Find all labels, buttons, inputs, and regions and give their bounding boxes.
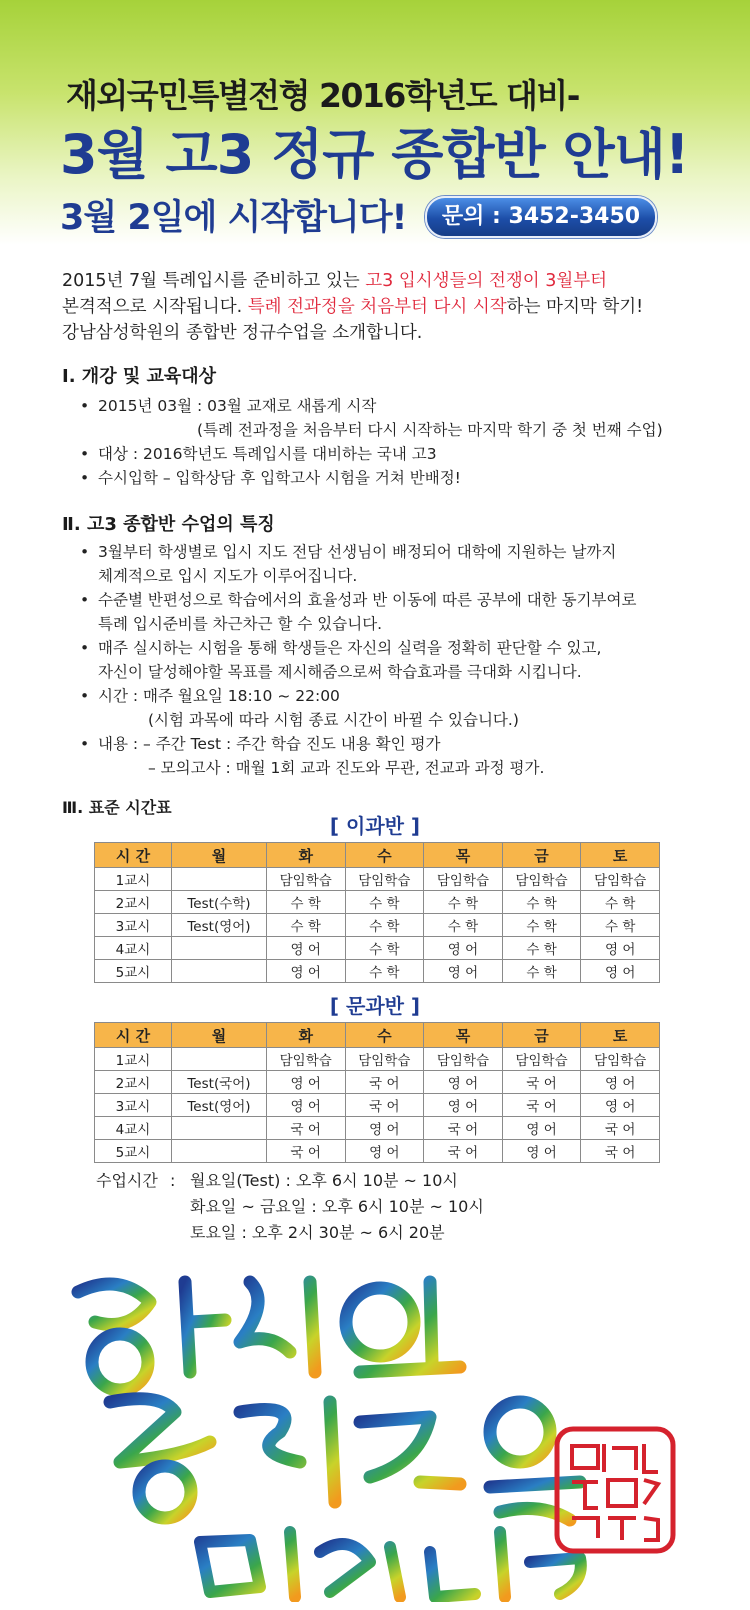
bullet-dot: • [80, 543, 90, 561]
table-row [95, 960, 660, 983]
intro-text: 2015년 7월 특례입시를 준비하고 있는 [62, 271, 366, 291]
subject-cell: 담임학습 [502, 1048, 581, 1071]
subject-cell: 수 학 [345, 891, 424, 914]
page-title: 3월 고3 정규 종합반 안내! [60, 123, 689, 186]
bullet-dot: • [80, 445, 90, 463]
period-cell: 2교시 [95, 891, 172, 914]
subject-cell: 담임학습 [266, 1048, 345, 1071]
bullet-text: 대상 : 2016학년도 특례입시를 대비하는 국내 고3 [98, 445, 437, 463]
subject-cell: Test(수학) [172, 891, 267, 914]
col-header: 수 [345, 1023, 424, 1048]
table-row [95, 1140, 660, 1163]
subject-cell: 담임학습 [424, 868, 503, 891]
period-cell: 1교시 [95, 1048, 172, 1071]
table-row [95, 1071, 660, 1094]
col-header: 수 [345, 843, 424, 868]
col-header: 월 [172, 843, 267, 868]
subject-cell: 영 어 [266, 937, 345, 960]
col-header: 토 [581, 1023, 660, 1048]
science-class-title: [ 이과반 ] [329, 814, 421, 838]
subject-cell: Test(국어) [172, 1071, 267, 1094]
bullet-item [80, 394, 376, 418]
subject-cell: 영 어 [424, 960, 503, 983]
col-header: 금 [502, 1023, 581, 1048]
class-hours-line: 토요일 : 오후 2시 30분 ~ 6시 20분 [190, 1223, 445, 1242]
liberal-class-title: [ 문과반 ] [329, 994, 421, 1018]
bullet-dot: • [80, 735, 90, 753]
subject-cell: 영 어 [345, 1117, 424, 1140]
bullet-text: 2015년 03월 : 03월 교재로 새롭게 시작 [98, 397, 377, 415]
col-header: 목 [424, 843, 503, 868]
subject-cell: 영 어 [345, 1140, 424, 1163]
bullet-item [80, 540, 616, 564]
period-cell: 3교시 [95, 1094, 172, 1117]
calligraphy-line-1 [78, 1282, 460, 1390]
bullet-subtext: – 모의고사 : 매월 1회 교과 진도와 무관, 전교과 과정 평가. [148, 759, 545, 777]
bullet-text: 시간 : 매주 월요일 18:10 ~ 22:00 [98, 687, 340, 705]
subject-cell: 수 학 [424, 914, 503, 937]
subject-cell: 수 학 [266, 914, 345, 937]
subject-cell: 국 어 [345, 1071, 424, 1094]
subject-cell: 수 학 [502, 914, 581, 937]
period-cell: 5교시 [95, 960, 172, 983]
intro-paragraph [62, 268, 722, 346]
intro-highlight: 특례 전과정을 처음부터 다시 시작 [247, 297, 507, 317]
col-header: 시 간 [95, 1023, 172, 1048]
subject-cell: 담임학습 [581, 868, 660, 891]
subject-cell: 수 학 [581, 914, 660, 937]
table-row [95, 891, 660, 914]
table-row [95, 1094, 660, 1117]
bullet-item [80, 466, 461, 490]
subject-cell: 영 어 [266, 1094, 345, 1117]
bullet-dot: • [80, 639, 90, 657]
subject-cell: 수 학 [502, 891, 581, 914]
subject-cell: 영 어 [502, 1140, 581, 1163]
intro-line-2 [62, 294, 722, 320]
subject-cell: 영 어 [266, 1071, 345, 1094]
class-hours-line: 화요일 ~ 금요일 : 오후 6시 10분 ~ 10시 [190, 1197, 484, 1216]
subject-cell [172, 960, 267, 983]
subject-cell: 국 어 [581, 1140, 660, 1163]
intro-highlight: 고3 입시생들의 전쟁이 3월부터 [365, 271, 608, 291]
school-seal-stamp [552, 1424, 678, 1556]
subject-cell: 영 어 [266, 960, 345, 983]
subject-cell: Test(영어) [172, 1094, 267, 1117]
subject-cell [172, 1117, 267, 1140]
subject-cell: 영 어 [581, 937, 660, 960]
bullet-item [80, 588, 636, 612]
subject-cell: 국 어 [345, 1094, 424, 1117]
bullet-item [80, 442, 437, 466]
subject-cell: 담임학습 [345, 868, 424, 891]
subject-cell: 담임학습 [266, 868, 345, 891]
period-cell: 4교시 [95, 937, 172, 960]
bullet-subtext: (시험 과목에 따라 시험 종료 시간이 바뀔 수 있습니다.) [148, 711, 519, 729]
col-header: 목 [424, 1023, 503, 1048]
intro-line-3: 강남삼성학원의 종합반 정규수업을 소개합니다. [62, 323, 423, 343]
bullet-dot: • [80, 687, 90, 705]
bullet-subtext: 체계적으로 입시 지도가 이루어집니다. [98, 567, 358, 585]
header-subtitle: 재외국민특별전형 2016학년도 대비- [66, 76, 579, 115]
section-1-title: Ⅰ. 개강 및 교육대상 [62, 366, 217, 387]
bullet-item [80, 732, 440, 756]
calligraphy-line-2 [110, 1399, 580, 1520]
bullet-text: 매주 실시하는 시험을 통해 학생들은 자신의 실력을 정확히 판단할 수 있고, [98, 639, 602, 657]
subject-cell: 영 어 [581, 1071, 660, 1094]
col-header: 금 [502, 843, 581, 868]
table-row [95, 1048, 660, 1071]
period-cell: 5교시 [95, 1140, 172, 1163]
bullet-dot: • [80, 469, 90, 487]
subject-cell: 영 어 [424, 937, 503, 960]
subject-cell: 수 학 [581, 891, 660, 914]
class-hours-label: 수업시간 [96, 1171, 158, 1190]
table-row [95, 937, 660, 960]
subject-cell: 국 어 [424, 1117, 503, 1140]
section-3-title: Ⅲ. 표준 시간표 [62, 798, 172, 817]
subject-cell: 담임학습 [581, 1048, 660, 1071]
intro-text: 하는 마지막 학기! [506, 297, 644, 317]
subject-cell: 담임학습 [424, 1048, 503, 1071]
class-hours-line: 월요일(Test) : 오후 6시 10분 ~ 10시 [190, 1171, 458, 1190]
period-cell: 4교시 [95, 1117, 172, 1140]
bullet-dot: • [80, 397, 90, 415]
subject-cell: 수 학 [345, 937, 424, 960]
subject-cell: 담임학습 [345, 1048, 424, 1071]
start-date-text: 3월 2일에 시작합니다! [60, 198, 407, 238]
subject-cell: 수 학 [266, 891, 345, 914]
subject-cell: 영 어 [424, 1094, 503, 1117]
bullet-subtext: 특례 입시준비를 차근차근 할 수 있습니다. [98, 615, 383, 633]
col-header: 토 [581, 843, 660, 868]
subject-cell [172, 1140, 267, 1163]
table-header-row [95, 1023, 660, 1048]
science-timetable [94, 842, 660, 983]
table-row [95, 914, 660, 937]
subject-cell: 국 어 [266, 1117, 345, 1140]
subject-cell: 수 학 [502, 960, 581, 983]
col-header: 월 [172, 1023, 267, 1048]
subject-cell: 영 어 [581, 960, 660, 983]
subject-cell: 국 어 [266, 1140, 345, 1163]
subject-cell: 영 어 [424, 1071, 503, 1094]
subject-cell: 국 어 [424, 1140, 503, 1163]
bullet-item [80, 636, 601, 660]
col-header: 화 [266, 843, 345, 868]
intro-text: 본격적으로 시작됩니다. [62, 297, 248, 317]
col-header: 화 [266, 1023, 345, 1048]
calligraphy-line-3 [200, 1532, 581, 1597]
subject-cell: 수 학 [502, 937, 581, 960]
subject-cell [172, 937, 267, 960]
subject-cell: 영 어 [502, 1117, 581, 1140]
table-header-row [95, 843, 660, 868]
period-cell: 2교시 [95, 1071, 172, 1094]
section-2-title: Ⅱ. 고3 종합반 수업의 특징 [62, 514, 275, 535]
contact-badge: 문의 : 3452-3450 [425, 196, 657, 238]
col-header: 시 간 [95, 843, 172, 868]
bullet-subtext: (특례 전과정을 처음부터 다시 시작하는 마지막 학기 중 첫 번째 수업) [197, 421, 663, 439]
class-hours-colon: : [170, 1171, 176, 1190]
bullet-text: 수준별 반편성으로 학습에서의 효율성과 반 이동에 따른 공부에 대한 동기부여로 [98, 591, 637, 609]
bullet-text: 3월부터 학생별로 입시 지도 전담 선생님이 배정되어 대학에 지원하는 날까지 [98, 543, 617, 561]
subject-cell: 영 어 [581, 1094, 660, 1117]
period-cell: 1교시 [95, 868, 172, 891]
liberal-timetable [94, 1022, 660, 1163]
bullet-item [80, 684, 340, 708]
subject-cell: 수 학 [345, 914, 424, 937]
subject-cell: 국 어 [581, 1117, 660, 1140]
table-row [95, 1117, 660, 1140]
bullet-text: 수시입학 – 입학상담 후 입학고사 시험을 거쳐 반배정! [98, 469, 461, 487]
subject-cell: 수 학 [424, 891, 503, 914]
subject-cell: 국 어 [502, 1094, 581, 1117]
subject-cell [172, 868, 267, 891]
intro-line-1 [62, 268, 722, 294]
bullet-dot: • [80, 591, 90, 609]
period-cell: 3교시 [95, 914, 172, 937]
table-row [95, 868, 660, 891]
subject-cell: 담임학습 [502, 868, 581, 891]
bullet-text: 내용 : – 주간 Test : 주간 학습 진도 내용 확인 평가 [98, 735, 441, 753]
subject-cell: Test(영어) [172, 914, 267, 937]
subject-cell [172, 1048, 267, 1071]
subject-cell: 국 어 [502, 1071, 581, 1094]
bullet-subtext: 자신이 달성해야할 목표를 제시해줌으로써 학습효과를 극대화 시킵니다. [98, 663, 582, 681]
subject-cell: 수 학 [345, 960, 424, 983]
